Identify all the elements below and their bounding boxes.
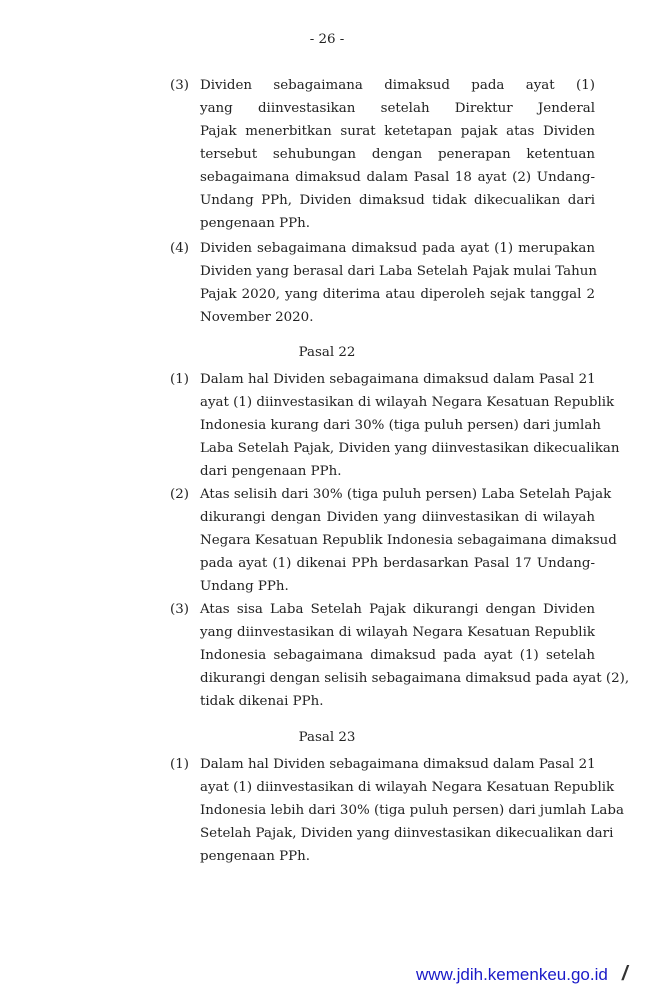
text-line: Atas selisih dari 30% (tiga puluh persen) Laba Setelah Pajak <box>200 487 612 502</box>
text-line: ayat (1) diinvestasikan di wilayah Negara Kesatuan Republik <box>200 780 615 795</box>
text-line: Dividen sebagaimana dimaksud pada ayat (1) merupakan <box>200 241 595 256</box>
text-line: Indonesia lebih dari 30% (tiga puluh persen) dari jumlah Laba <box>200 803 624 818</box>
paragraph-item <box>170 368 620 483</box>
article-heading: Pasal 22 <box>298 345 356 360</box>
text-line: pengenaan PPh. <box>200 216 310 231</box>
paragraph-number: (3) <box>170 78 189 93</box>
text-line: November 2020. <box>200 310 314 325</box>
text-line: Dividen sebagaimana dimaksud pada ayat (1) <box>200 78 595 93</box>
text-line: pada ayat (1) dikenai PPh berdasarkan Pasal 17 Undang- <box>200 556 595 571</box>
paragraph-number: (3) <box>170 602 189 617</box>
text-line: Setelah Pajak, Dividen yang diinvestasikan dikecualikan dari <box>200 826 614 841</box>
text-line: dikurangi dengan selisih sebagaimana dimaksud pada ayat (2), <box>200 671 630 686</box>
paragraph-number: (1) <box>170 372 189 387</box>
paragraph-item <box>170 483 617 598</box>
text-line: Pajak 2020, yang diterima atau diperoleh sejak tanggal 2 <box>200 287 595 302</box>
paragraph-number: (2) <box>170 487 189 502</box>
paragraph-item <box>170 753 624 868</box>
text-line: yang diinvestasikan setelah Direktur Jenderal <box>200 101 595 116</box>
text-line: ayat (1) diinvestasikan di wilayah Negara Kesatuan Republik <box>200 395 615 410</box>
text-line: Dalam hal Dividen sebagaimana dimaksud dalam Pasal 21 <box>200 757 596 772</box>
text-line: Pajak menerbitkan surat ketetapan pajak atas Dividen <box>200 124 595 139</box>
paragraph-item <box>170 74 595 235</box>
text-line: tidak dikenai PPh. <box>200 694 324 709</box>
text-line: pengenaan PPh. <box>200 849 310 864</box>
text-line: Indonesia kurang dari 30% (tiga puluh persen) dari jumlah <box>200 418 601 433</box>
text-line: Undang PPh, Dividen dimaksud tidak dikecualikan dari <box>200 193 595 208</box>
text-line: Dividen yang berasal dari Laba Setelah Pajak mulai Tahun <box>200 264 598 279</box>
text-line: dari pengenaan PPh. <box>200 464 342 479</box>
article-heading: Pasal 23 <box>298 730 356 745</box>
text-line: tersebut sehubungan dengan penerapan ketentuan <box>200 147 595 162</box>
page-number: - 26 - <box>309 32 345 47</box>
text-line: Laba Setelah Pajak, Dividen yang diinvestasikan dikecualikan <box>200 441 620 456</box>
text-line: sebagaimana dimaksud dalam Pasal 18 ayat (2) Undang- <box>200 170 595 185</box>
text-line: Dalam hal Dividen sebagaimana dimaksud dalam Pasal 21 <box>200 372 596 387</box>
watermark-link[interactable]: www.jdih.kemenkeu.go.id <box>416 965 608 984</box>
text-line: yang diinvestasikan di wilayah Negara Kesatuan Republik <box>200 625 595 640</box>
paragraph-item <box>170 237 598 329</box>
text-line: Negara Kesatuan Republik Indonesia sebagaimana dimaksud <box>200 533 617 548</box>
paragraph-number: (1) <box>170 757 189 772</box>
text-line: Atas sisa Laba Setelah Pajak dikurangi dengan Dividen <box>200 602 595 617</box>
paragraph-number: (4) <box>170 241 189 256</box>
text-line: Indonesia sebagaimana dimaksud pada ayat (1) setelah <box>200 648 595 663</box>
text-line: Undang PPh. <box>200 579 289 594</box>
watermark-mark: / <box>622 963 628 985</box>
text-line: dikurangi dengan Dividen yang diinvestasikan di wilayah <box>200 510 595 525</box>
paragraph-item <box>170 598 630 713</box>
